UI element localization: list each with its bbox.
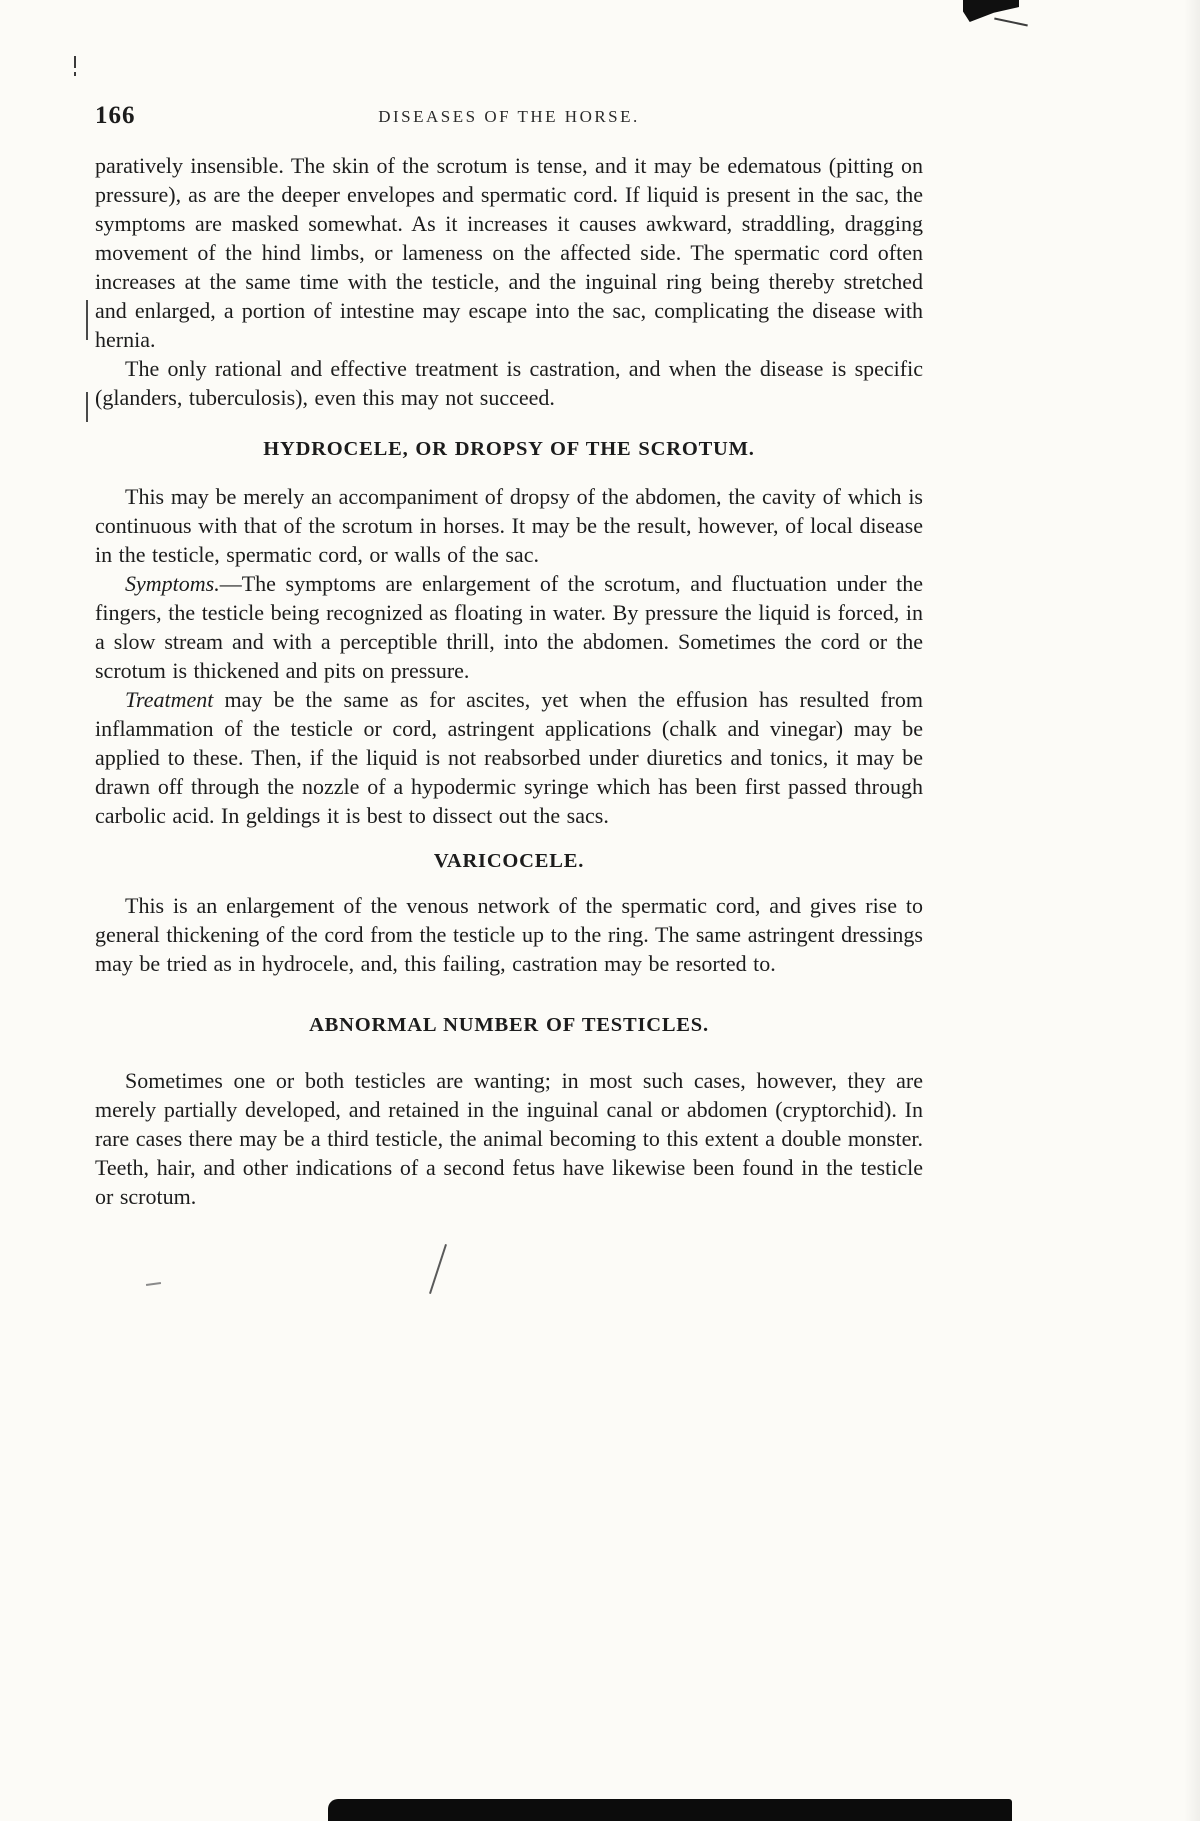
treatment-body-text: may be the same as for ascites, yet when the effusion has resulted from inflammation of the testicle or cord, astringent applications (chalk and vinegar) may be applied to these. Then, if the liquid is not reabsorbed under diuretics and tonics, it may be drawn off through the nozzle of a hypodermic syringe which has been first passed through carbolic acid. In geldings it is best to dissect out the sacs. <box>95 687 923 828</box>
scan-artifact-margin-line-2 <box>86 392 88 422</box>
paragraph-treatment-castration: The only rational and effective treatment is castration, and when the disease is specific (glanders, tuberculosis), even this may not succeed. <box>95 356 923 410</box>
paragraph-varicocele: This is an enlargement of the venous network of the spermatic cord, and gives rise to general thickening of the cord from the testicle up to the ring. The same astringent dressings may be tried as in hydrocele, and, this failing, castration may be resorted to. <box>95 893 923 976</box>
text-block <box>95 151 923 1211</box>
page-edge-shading <box>1184 0 1200 1821</box>
scan-artifact-bottom-bar <box>328 1799 1012 1821</box>
scan-artifact-dash-mark <box>146 1282 161 1286</box>
paragraph-abnormal-number: Sometimes one or both testicles are wanting; in most such cases, however, they are merely partially developed, and retained in the inguinal canal or abdomen (cryptorchid). In rare cases there may be a third testicle, the animal becoming to this extent a double monster. Teeth, hair, and other indications of a second fetus have likewise been found in the testicle or scrotum. <box>95 1068 923 1209</box>
scan-artifact-slash-mark <box>429 1244 447 1294</box>
paragraph-hydrocele-intro: This may be merely an accompaniment of dropsy of the abdomen, the cavity of which is continuous with that of the scrotum in horses. It may be the result, however, of local disease in the testicle, spermatic cord, or walls of the sac. <box>95 484 923 567</box>
scan-artifact-margin-exclamation <box>74 56 76 68</box>
page-number: 166 <box>95 102 136 129</box>
paragraph-hydrocele-treatment <box>95 685 923 830</box>
running-title: DISEASES OF THE HORSE. <box>378 107 640 126</box>
paragraph-hydrocele-symptoms <box>95 569 923 685</box>
symptoms-body-text: —The symptoms are enlargement of the scrotum, and fluctuation under the fingers, the testicle being recognized as floating in water. By pressure the liquid is forced, in a slow stream and with a perceptible thrill, into the abdomen. Sometimes the cord or the scrotum is thickened and pits on pressure. <box>95 571 923 683</box>
treatment-lead-label: Treatment <box>125 687 214 712</box>
heading-varicocele: VARICOCELE. <box>433 850 585 872</box>
page-header <box>95 102 923 132</box>
symptoms-lead-label: Symptoms. <box>125 571 220 596</box>
scan-artifact-margin-line-1 <box>86 300 88 340</box>
heading-hydrocele: HYDROCELE, OR DROPSY OF THE SCROTUM. <box>263 438 755 460</box>
heading-abnormal-number: ABNORMAL NUMBER OF TESTICLES. <box>309 1014 709 1036</box>
paragraph-continuation: paratively insensible. The skin of the scrotum is tense, and it may be edematous (pitting on pressure), as are the deeper envelopes and spermatic cord. If liquid is present in the sac, the symptoms are masked somewhat. As it increases it causes awkward, straddling, dragging movement of the hind limbs, or lameness on the affected side. The spermatic cord often increases at the same time with the testicle, and the inguinal ring being thereby stretched and enlarged, a portion of intestine may escape into the sac, complicating the disease with hernia. <box>95 153 923 352</box>
scan-artifact-corner-tail <box>994 17 1028 26</box>
scan-artifact-corner-mark <box>963 0 1019 22</box>
